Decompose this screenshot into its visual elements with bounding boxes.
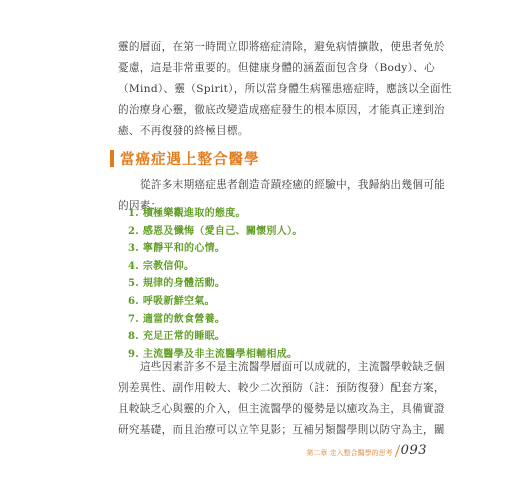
list-item: 6. 呼吸新鮮空氣。 — [128, 295, 215, 307]
paragraph-line: 癒、不再復發的終極目標。 — [118, 125, 249, 137]
section-accent-bar — [110, 150, 114, 167]
paragraph-line: 別差異性、副作用較大、較少二次預防（註：預防復發）配套方案， — [118, 382, 445, 394]
footer-slash-divider — [394, 445, 399, 457]
paragraph-line: 這些因素許多不是主流醫學層面可以成就的，主流醫學較缺乏個 — [140, 361, 446, 373]
list-item: 3. 寧靜平和的心情。 — [128, 243, 226, 255]
paragraph-line: 憂慮，這是非常重要的。但健康身體的涵蓋面包含身（Body）、心 — [118, 62, 435, 74]
page-number: 093 — [400, 443, 427, 458]
list-item: 1. 積極樂觀進取的態度。 — [128, 208, 246, 219]
paragraph-line: 從許多末期癌症患者創造奇蹟痊癒的經驗中，我歸納出幾個可能 — [140, 179, 446, 191]
list-item: 5. 規律的身體活動。 — [128, 278, 226, 290]
list-item: 9. 主流醫學及非主流醫學相輔相成。 — [128, 348, 298, 360]
paragraph-line: 的因素： — [118, 200, 162, 212]
list-item: 8. 充足正常的睡眠。 — [128, 331, 226, 343]
bottom-paragraph — [118, 357, 446, 441]
factor-list — [128, 205, 303, 363]
paragraph-line: 研究基礎，而且治療可以立竿見影；互補另類醫學則以防守為主，關 — [118, 424, 445, 436]
section-heading — [110, 148, 260, 168]
paragraph-line: 的治療身心靈，徹底改變造成癌症發生的根本原因，才能真正達到治 — [118, 104, 445, 116]
paragraph-line: （Mind）、靈（Spirit），所以當身體生病罹患癌症時，應該以全面性 — [118, 83, 452, 95]
paragraph-line: 靈的層面，在第一時間立即將癌症清除，避免病情擴散，使患者免於 — [118, 41, 445, 53]
top-paragraph — [118, 37, 452, 142]
list-item: 2. 感恩及懺悔（愛自己、關懷別人）。 — [128, 225, 303, 237]
list-item: 7. 適當的飲食營養。 — [128, 313, 226, 325]
chapter-label: 第二章 走入整合醫學的思考 — [306, 449, 393, 457]
paragraph-line: 且較缺乏心與靈的介入，但主流醫學的優勢是以癒攻為主，具備實證 — [118, 403, 445, 415]
section-title: 當癌症遇上整合醫學 — [120, 150, 260, 168]
list-item: 4. 宗教信仰。 — [128, 260, 195, 272]
page-footer — [306, 443, 427, 458]
